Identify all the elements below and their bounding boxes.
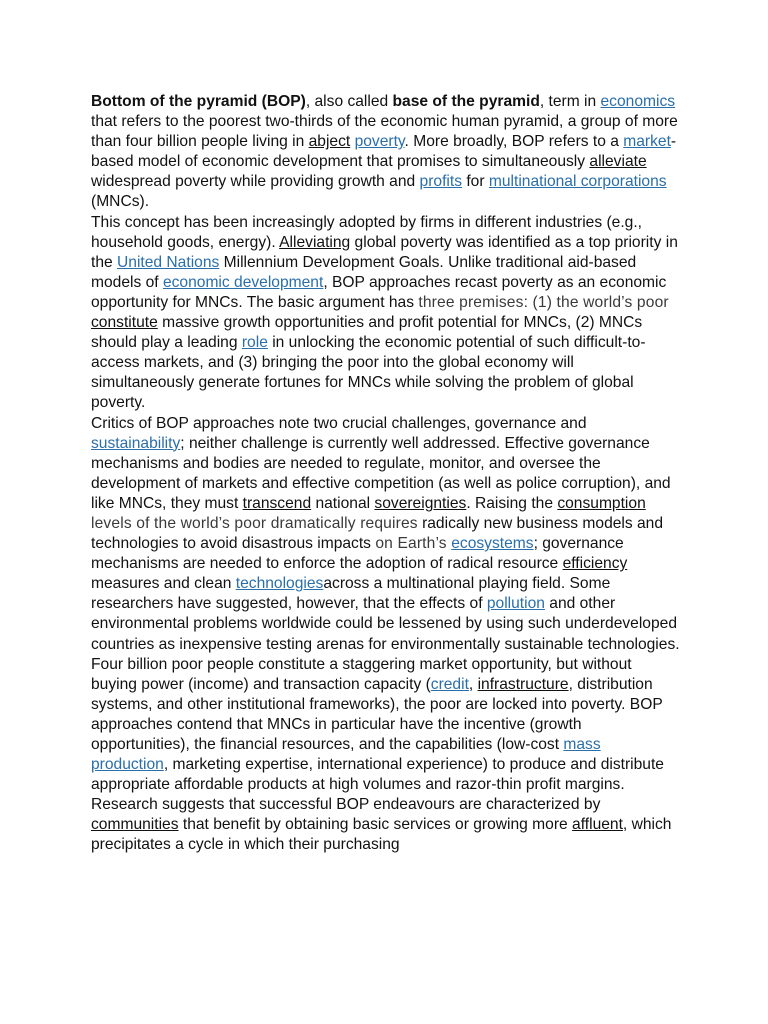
body-text: , marketing expertise, international experience) to produce and distribute appropriate affordable products at high volumes and razor-thin profit margins. Research suggests that successful BOP endeavours are characterized by: [91, 756, 664, 814]
body-text: Critics of BOP approaches note two crucial challenges, governance and: [91, 414, 587, 432]
body-text: for: [462, 173, 489, 191]
body-text: across a multinational playing field. Some researchers have suggested, however, that the effects of: [91, 575, 611, 613]
body-text: , which precipitates a cycle in which their purchasing: [91, 816, 672, 854]
body-text: and other environmental problems worldwide could be lessened by using such underdeveloped countries as inexpensive testing arenas for environmentally sustainable technologies.: [91, 595, 680, 653]
bold-term: Bottom of the pyramid (BOP): [91, 93, 306, 110]
hyperlink[interactable]: role: [241, 334, 268, 352]
body-text: (MNCs).: [91, 193, 150, 211]
body-text: ; governance mechanisms are needed to enforce the adoption of radical resource: [91, 535, 624, 573]
underlined-term: infrastructure: [477, 675, 569, 693]
underlined-term: abject: [308, 133, 351, 151]
paragraph: [91, 414, 681, 655]
body-text: . Raising the: [466, 494, 558, 512]
hyperlink[interactable]: economic development: [162, 273, 324, 291]
body-text: widespread poverty while providing growth and: [91, 173, 420, 191]
body-text: -based model of economic development that promises to simultaneously: [91, 133, 677, 171]
body-text: that refers to the poorest two-thirds of the economic human pyramid, a group of more than four billion people living in: [91, 113, 678, 151]
body-text: Millennium Development Goals. Unlike traditional aid-based models of: [91, 253, 637, 291]
hyperlink[interactable]: credit: [430, 675, 469, 693]
body-text: . More broadly, BOP refers to a: [404, 133, 624, 151]
body-text: global poverty was identified as a top priority in the: [91, 233, 678, 271]
underlined-term: transcend: [242, 494, 312, 512]
body-text: that benefit by obtaining basic services or growing more: [178, 816, 573, 834]
body-text: massive growth opportunities and profit potential for MNCs, (2) MNCs should play a leading: [91, 314, 643, 352]
hyperlink[interactable]: poverty: [354, 133, 405, 151]
hyperlink[interactable]: market: [623, 133, 671, 151]
underlined-term: affluent: [572, 816, 623, 834]
body-text: , BOP approaches recast poverty as an economic opportunity for MNCs. The basic argument has: [91, 273, 667, 311]
hyperlink[interactable]: United Nations: [117, 253, 220, 271]
body-text: , term in: [539, 93, 601, 110]
hyperlink[interactable]: pollution: [486, 595, 545, 613]
body-text: national: [311, 494, 375, 512]
underlined-term: communities: [91, 816, 179, 834]
underlined-term: Alleviating: [279, 233, 351, 251]
body-text: This concept has been increasingly adopted by firms in different industries (e.g., household goods, energy).: [91, 213, 642, 251]
hyperlink[interactable]: technologies: [235, 575, 324, 593]
hyperlink[interactable]: multinational corporations: [488, 173, 667, 191]
underlined-term: alleviate: [589, 153, 647, 171]
underlined-term: consumption: [557, 494, 646, 512]
body-text: , also called: [305, 93, 393, 110]
underlined-term: constitute: [91, 314, 158, 332]
body-text-alt: on Earth’s: [375, 535, 452, 553]
hyperlink[interactable]: economics: [600, 93, 676, 110]
hyperlink[interactable]: profits: [419, 173, 462, 191]
body-text: Four billion poor people constitute a staggering market opportunity, but without buying power (income) and transaction capacity (: [91, 655, 632, 693]
body-text: measures and clean: [91, 575, 236, 593]
document-body: [91, 92, 681, 856]
body-text: radically new business models and technologies to avoid disastrous impacts: [91, 514, 664, 553]
body-text: in unlocking the economic potential of such difficult-to-access markets, and (3) bringing the poor into the global economy will simultaneously generate fortunes for MNCs while solving the problem of global poverty.: [91, 334, 646, 412]
body-text-alt: three premises: (1) the world’s poor: [418, 293, 669, 311]
underlined-term: sovereignties: [374, 494, 467, 512]
hyperlink[interactable]: sustainability: [91, 434, 181, 452]
body-text: ,: [468, 675, 478, 693]
body-text: ; neither challenge is currently well addressed. Effective governance mechanisms and bodies are needed to regulate, monitor, and oversee the development of markets and effective competition (as well as police corruption), and like MNCs, they must: [91, 434, 671, 512]
hyperlink[interactable]: mass production: [91, 736, 601, 774]
body-text-alt: levels of the world’s poor dramatically requires: [91, 514, 418, 532]
bold-term: base of the pyramid: [392, 93, 540, 110]
hyperlink[interactable]: ecosystems: [451, 535, 534, 553]
underlined-term: efficiency: [562, 555, 628, 573]
paragraph: [91, 213, 681, 414]
paragraph: [91, 655, 681, 856]
body-text: , distribution systems, and other institutional frameworks), the poor are locked into poverty. BOP approaches contend that MNCs in particular have the incentive (growth opportunities), the financial resources, and the capabilities (low-cost: [91, 675, 663, 753]
paragraph: [91, 92, 681, 213]
